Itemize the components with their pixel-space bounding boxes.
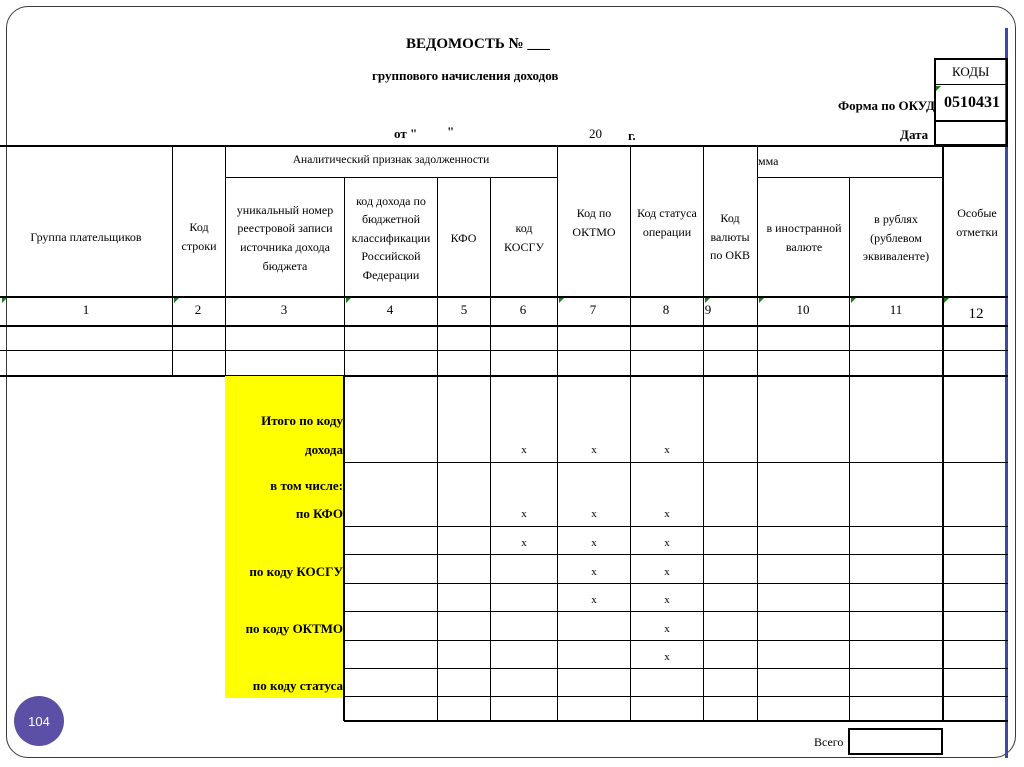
header-income-code: код дохода по бюджетной классификации Российской Федерации xyxy=(351,193,431,282)
cell-marker xyxy=(759,298,764,303)
col-line xyxy=(703,146,704,376)
date-from: от " xyxy=(394,126,418,141)
summary-row-line xyxy=(344,526,1008,527)
summary-col-line xyxy=(557,376,558,721)
numbers-bottom-border xyxy=(0,325,1008,327)
summary-bottom-line xyxy=(344,720,1008,722)
grand-total-label: Всего xyxy=(814,735,844,749)
page-number-badge: 104 xyxy=(14,696,64,746)
summary-col-line xyxy=(490,376,491,721)
header-sum-label: мма xyxy=(758,153,779,168)
header-bottom-border xyxy=(0,296,1008,298)
col-line xyxy=(557,146,558,376)
header-group: Группа плательщиков xyxy=(30,229,142,244)
including-label: в том числе: xyxy=(270,478,343,493)
slide-frame xyxy=(6,6,1016,758)
x-mark: x xyxy=(664,444,670,456)
col-line xyxy=(344,178,345,376)
header-divider xyxy=(757,177,943,178)
summary-row-line xyxy=(344,611,1008,612)
summary-row-line xyxy=(344,696,1008,697)
codes-divider xyxy=(934,84,1008,85)
document-title: ВЕДОМОСТЬ № ___ xyxy=(406,36,550,52)
cell-marker xyxy=(705,298,710,303)
okud-value: 0510431 xyxy=(944,94,1000,111)
by-oktmo-label: по коду ОКТМО xyxy=(245,621,343,636)
col-line xyxy=(225,146,226,376)
date-quote: " xyxy=(447,124,455,139)
col-number: 4 xyxy=(386,302,394,317)
summary-row-line xyxy=(344,640,1008,641)
date-year: 20 xyxy=(589,126,602,141)
col-number: 9 xyxy=(704,302,712,317)
summary-col-line xyxy=(849,376,850,721)
summary-col-line xyxy=(703,376,704,721)
header-foreign: в иностранной валюте xyxy=(766,221,842,254)
x-mark: x xyxy=(591,566,597,578)
by-status-label: по коду статуса xyxy=(252,678,343,693)
total-label-line2: дохода xyxy=(305,442,343,457)
cell-marker xyxy=(174,298,179,303)
date-label: Дата xyxy=(900,127,929,142)
x-mark: x xyxy=(521,508,527,520)
summary-col-line xyxy=(630,376,631,721)
x-mark: x xyxy=(591,537,597,549)
summary-row-line xyxy=(344,554,1008,555)
total-label-line1: Итого по коду xyxy=(261,413,343,428)
summary-row-line xyxy=(344,583,1008,584)
summary-col-line xyxy=(942,376,944,721)
header-group-label: Аналитический признак задолженности xyxy=(292,154,490,167)
summary-row-line xyxy=(344,668,1008,669)
cell-marker xyxy=(2,298,7,303)
col-line xyxy=(942,146,944,376)
row-divider xyxy=(0,350,1008,351)
col-number: 7 xyxy=(589,302,597,317)
col-number: 11 xyxy=(889,302,903,317)
x-mark: x xyxy=(664,566,670,578)
cell-marker xyxy=(944,298,949,303)
cell-marker xyxy=(851,298,856,303)
col-line xyxy=(757,146,758,376)
header-currency: Код валюты по ОКВ xyxy=(709,211,751,263)
header-rubles: в рублях (рублевом эквиваленте) xyxy=(862,212,930,264)
date-g: г. xyxy=(628,128,636,143)
okud-label: Форма по ОКУД xyxy=(838,98,935,113)
col-number: 10 xyxy=(796,302,810,317)
x-mark: x xyxy=(521,537,527,549)
col-number: 12 xyxy=(968,306,984,322)
summary-row-line xyxy=(344,462,1008,463)
header-kosgu: код КОСГУ xyxy=(504,221,544,254)
header-oktmo: Код по ОКТМО xyxy=(572,206,616,239)
grand-total-box xyxy=(848,728,943,755)
x-mark: x xyxy=(591,508,597,520)
by-kfo-label: по КФО xyxy=(295,506,343,521)
col-line xyxy=(630,146,631,376)
col-number: 8 xyxy=(662,302,670,317)
codes-divider xyxy=(934,120,1008,122)
summary-left-border xyxy=(343,376,345,721)
x-mark: x xyxy=(664,537,670,549)
col-number: 6 xyxy=(519,302,527,317)
header-special: Особые отметки xyxy=(956,206,998,239)
summary-col-line xyxy=(757,376,758,721)
x-mark: x xyxy=(591,594,597,606)
col-number: 3 xyxy=(280,302,288,317)
x-mark: x xyxy=(664,623,670,635)
col-line xyxy=(172,146,173,376)
col-number: 1 xyxy=(82,302,90,317)
col-number: 2 xyxy=(194,302,202,317)
cell-marker xyxy=(346,298,351,303)
by-kosgu-label: по коду КОСГУ xyxy=(249,564,343,579)
x-mark: x xyxy=(521,444,527,456)
codes-title: КОДЫ xyxy=(952,64,990,79)
x-mark: x xyxy=(664,651,670,663)
cell-marker xyxy=(936,86,941,91)
cell-marker xyxy=(559,298,564,303)
row-divider xyxy=(0,375,1008,377)
header-kfo: КФО xyxy=(450,230,477,245)
col-line xyxy=(490,178,491,376)
x-mark: x xyxy=(591,444,597,456)
x-mark: x xyxy=(664,594,670,606)
header-unique-number: уникальный номер реестровой записи источника дохода бюджета xyxy=(236,202,334,273)
document-subtitle: группового начисления доходов xyxy=(372,68,559,83)
header-operation-status: Код статуса операции xyxy=(637,206,697,239)
table-top-border xyxy=(0,145,1008,147)
col-number: 5 xyxy=(460,302,468,317)
summary-col-line xyxy=(437,376,438,721)
header-divider xyxy=(225,177,557,178)
header-row-code: Код строки xyxy=(181,220,217,253)
x-mark: x xyxy=(664,508,670,520)
col-line xyxy=(849,178,850,376)
